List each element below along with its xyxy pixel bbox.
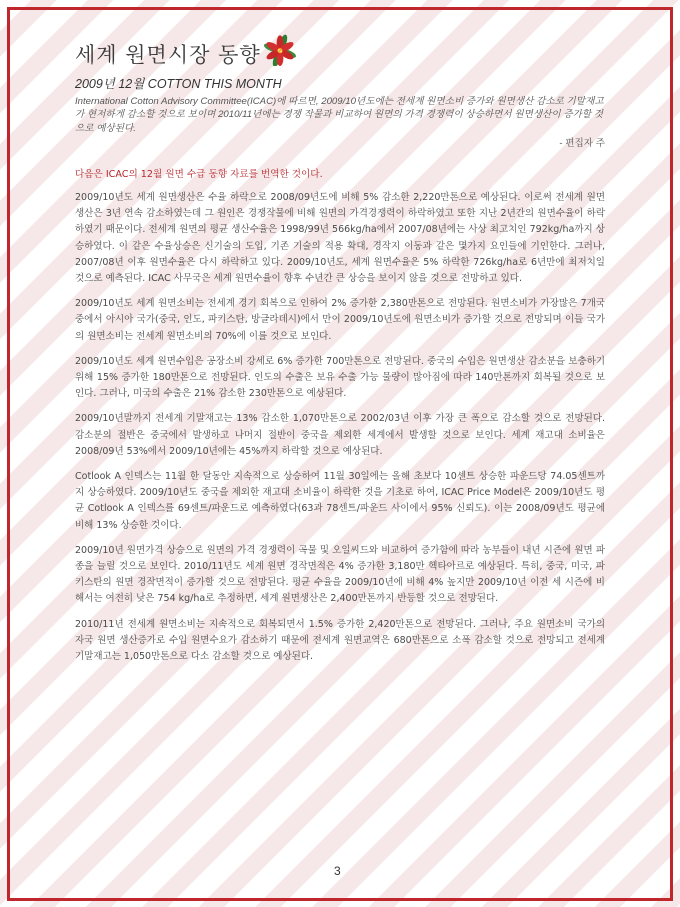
paragraph: 2010/11년 전세계 원면소비는 지속적으로 회복되면서 1.5% 증가한 2,420만톤으로 전망된다. 그러나, 주요 원면소비 국가의 자국 원면 생산증가로 수입 원면수요가 감소하기 때문에 전세계 원면교역은 680만톤으로 소폭 감소할 것으로 전망되고 전세계 기말재고는 1,050만톤으로 다소 감소할 것으로 예상된다. xyxy=(75,618,605,662)
paragraph: 2009/10년말까지 전세계 기말재고는 13% 감소한 1,070만톤으로 2002/03년 이후 가장 큰 폭으로 감소할 것으로 전망된다. 감소분의 절반은 중국에서 발생하고 나머지 절반이 중국을 제외한 세계에서 발생할 것으로 보인다. 세계 재고대 소비율은 2008/09년 53%에서 2009/10년에는 45%까지 하락할 것으로 예상된다. xyxy=(75,413,605,457)
translation-note: 다음은 ICAC의 12월 원면 수급 동향 자료를 번역한 것이다. xyxy=(75,168,323,180)
intro-text: International Cotton Advisory Committee(ICAC)에 따르면, 2009/10년도에는 전세계 원면소비 증가와 원면생산 감소로 기말재고가 현저하게 감소할 것으로 보이며 2010/11년에는 경쟁 작물과 비교하여 원면의 가격 경쟁력이 상승하면서 원면생산이 증가할 것으로 예상된다. xyxy=(75,96,604,134)
title-row xyxy=(75,36,605,72)
editor-note: - 편집자 주 xyxy=(559,137,605,149)
page-title: 세계 원면시장 동향 xyxy=(75,43,261,67)
paragraph: Cotlook A 인덱스는 11월 한 달동안 지속적으로 상승하여 11월 30일에는 올해 초보다 10센트 상승한 파운드당 74.05센트까지 상승하였다. 2009/10년도 중국을 제외한 재고대 소비율이 하락한 것을 기초로 하여, ICAC Price Model은 2009/10년도 평균 Cotlook A 인덱스를 69센트/파운드로 예측하였다(63과 78센트/파운드 사이에서 95% 신뢰도). 이는 2008/09년도 평균에 비해 13% 상승한 것이다. xyxy=(75,470,605,531)
subtitle: 2009년 12월 COTTON THIS MONTH xyxy=(75,77,282,91)
page-number: 3 xyxy=(334,864,341,878)
paragraph: 2009/10년도 세계 원면소비는 전세계 경기 회복으로 인하여 2% 증가한 2,380만톤으로 전망된다. 원면소비가 가장많은 7개국중에서 아시아 국가(중국, 인도, 파키스탄, 방글라데시)에서 만이 2009/10년도에 원면소비가 증가할 것으로 전망되며 이들 국가의 원면소비는 전세계 원면소비의 70%에 이를 것으로 보인다. xyxy=(75,298,605,342)
poinsettia-icon xyxy=(263,32,297,66)
paragraph: 2009/10년도 세계 원면생산은 수율 하락으로 2008/09년도에 비해 5% 감소한 2,220만톤으로 예상된다. 이로써 전세계 원면생산은 3년 연속 감소하였는데 그 원인은 경쟁작물에 비해 원면의 가격경쟁력이 하락하였고 또한 지난 2년간의 원면수율이 하락하였기 때문이다. 전세계 원면의 평균 생산수율은 1998/99년 566kg/ha에서 2007/08년에는 사상 최고치인 792kg/ha까지 상승하였다. 이 같은 수율상승은 신기술의 도입, 기존 기술의 적용 확대, 경작지 이동과 같은 몇가지 요인들에 기인한다. 그러나, 2007/08년 이후 원면수율은 다시 하락하고 있다. 2009/10년도, 세계 원면수율은 5% 하락한 726kg/ha로 6년만에 최저치일 것으로 예측된다. ICAC 사무국은 세계 원면수율이 향후 수년간 큰 상승을 보이지 않을 것으로 전망하고 있다. xyxy=(75,191,605,284)
paragraph: 2009/10년 원면가격 상승으로 원면의 가격 경쟁력이 곡물 및 오일씨드와 비교하여 증가함에 따라 농부들이 내년 시즌에 원면 파종을 늘릴 것으로 보인다. 2010/11년도 세계 원면 경작면적은 4% 증가한 3,180만 헥타아르로 예상된다. 특히, 중국, 미국, 파키스탄의 원면 경작면적이 증가할 것으로 전망된다. 평균 수율을 2009/10년에 비해 4% 높지만 2009/10년 이전 세 시즌에 비해서는 여전히 낮은 754 kg/ha로 추정하면, 세계 원면생산은 2,400만톤까지 반등할 것으로 전망된다. xyxy=(75,544,605,605)
article xyxy=(75,36,605,665)
paragraph: 2009/10년도 세계 원면수입은 공장소비 강세로 6% 증가한 700만톤으로 전망된다. 중국의 수입은 원면생산 감소분을 보충하기 위해 15% 증가한 180만톤으로 전망된다. 인도의 수출은 보유 수출 가능 물량이 많아짐에 따라 140만톤까지 회복될 것으로 보인다. 그러나, 미국의 수출은 21% 감소한 230만톤으로 예상된다. xyxy=(75,355,605,400)
